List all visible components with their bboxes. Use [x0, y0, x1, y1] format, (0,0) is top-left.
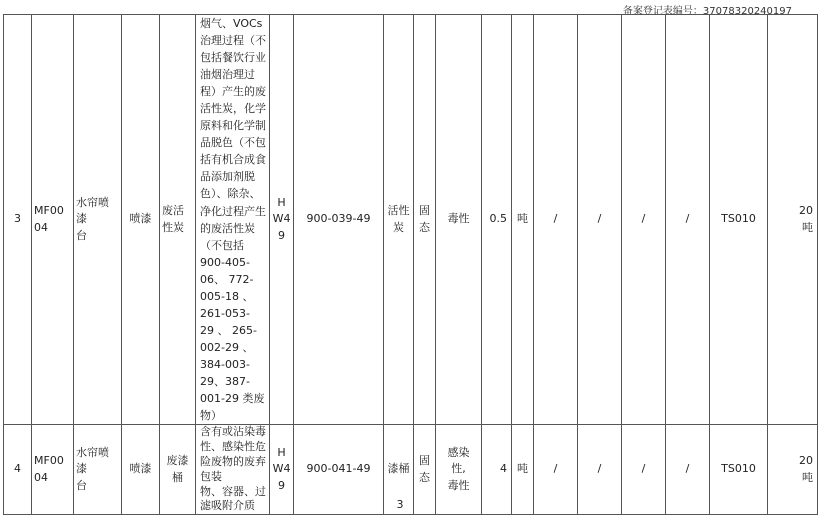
amount: 4 [482, 425, 512, 515]
waste-name: 废漆 桶 [160, 425, 196, 515]
waste-source: 烟气、VOCs 治理过程（不 包括餐饮行业 油烟治理过 程）产生的废 活性炭，化学 原料和化学制 品脱色（不包 括有机合成食 品添加剂脱 色）、除杂、 净化过程产生 的废活性炭 （不包括 900-405- 06、 772- 005-18 、 261-053- 29 、 265- 002-29 、 384-003- 29、387- 001-29 类废 物） [196, 15, 270, 425]
disposal-method: TS010 [710, 15, 768, 425]
field-4: / [666, 15, 710, 425]
field-3: / [622, 425, 666, 515]
capacity: 20 吨 [768, 15, 818, 425]
unit: 吨 [512, 425, 534, 515]
registration-number: 备案登记表编号：37078320240197 [622, 6, 792, 17]
waste-code: 900-041-49 [294, 425, 384, 515]
hazard-property: 毒性 [436, 15, 482, 425]
page-number: 3 [396, 498, 404, 511]
physical-form: 固 态 [414, 425, 436, 515]
field-1: / [534, 15, 578, 425]
field-3: / [622, 15, 666, 425]
table-row [4, 15, 818, 425]
field-2: / [578, 425, 622, 515]
unit: 吨 [512, 15, 534, 425]
capacity: 20 吨 [768, 425, 818, 515]
waste-source: 含有或沾染毒 性、感染性危 险废物的废弃 包装 物、容器、过 滤吸附介质 [196, 425, 270, 515]
amount: 0.5 [482, 15, 512, 425]
facility-code: MF00 04 [32, 15, 74, 425]
process: 喷漆 [122, 15, 160, 425]
field-1: / [534, 425, 578, 515]
hazard-property: 感染 性, 毒性 [436, 425, 482, 515]
disposal-method: TS010 [710, 425, 768, 515]
waste-name: 废活 性炭 [160, 15, 196, 425]
physical-form: 固 态 [414, 15, 436, 425]
main-component: 漆桶 [384, 425, 414, 515]
waste-category: H W4 9 [270, 15, 294, 425]
facility-name: 水帘喷漆 台 [74, 15, 122, 425]
facility-name: 水帘喷漆 台 [74, 425, 122, 515]
hazardous-waste-table [3, 14, 818, 515]
process: 喷漆 [122, 425, 160, 515]
field-4: / [666, 425, 710, 515]
waste-category: H W4 9 [270, 425, 294, 515]
row-number: 3 [4, 15, 32, 425]
main-component: 活性 炭 [384, 15, 414, 425]
row-number: 4 [4, 425, 32, 515]
waste-code: 900-039-49 [294, 15, 384, 425]
facility-code: MF00 04 [32, 425, 74, 515]
field-2: / [578, 15, 622, 425]
